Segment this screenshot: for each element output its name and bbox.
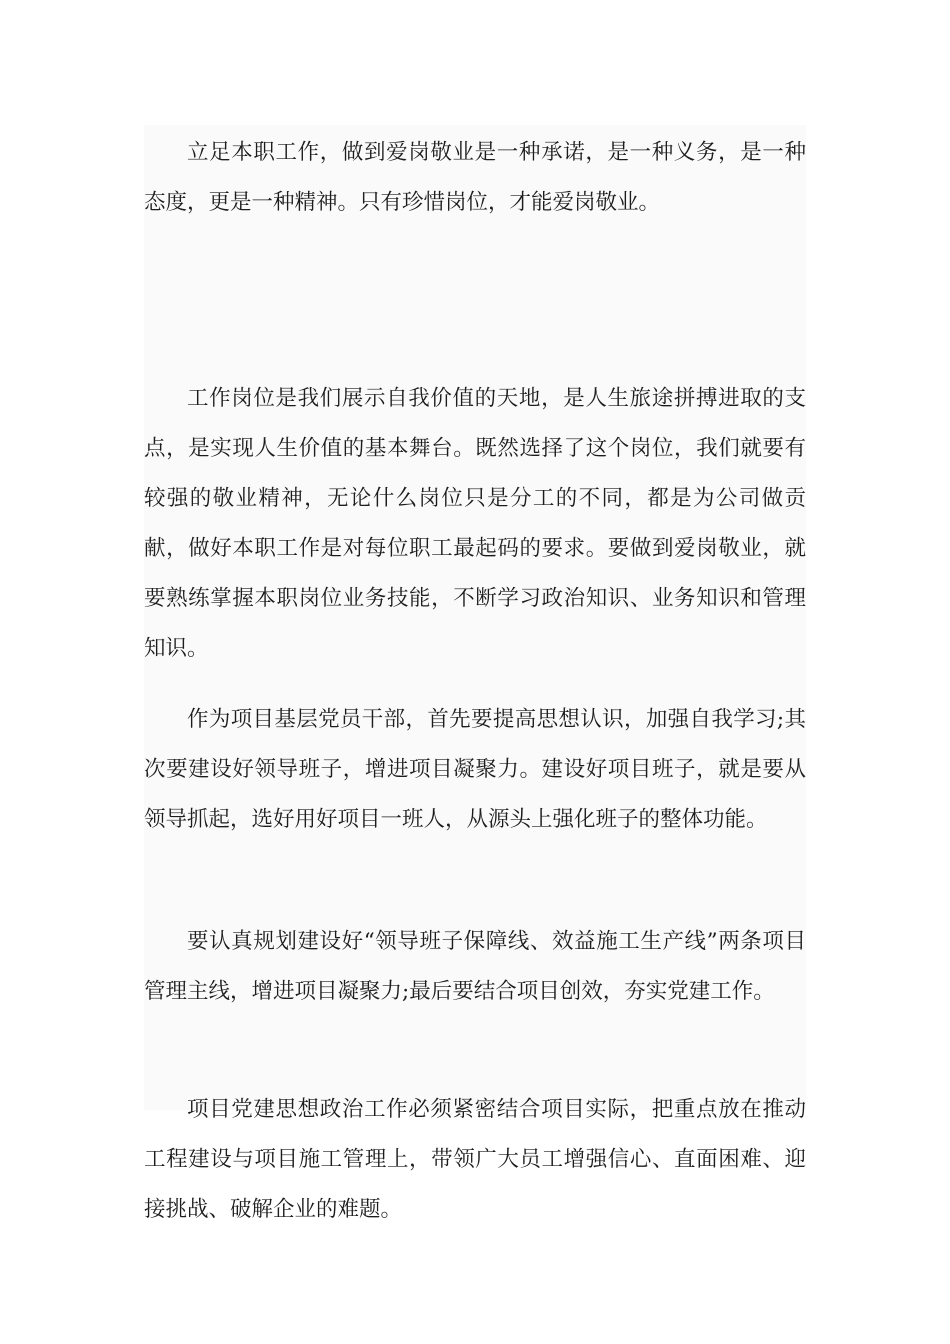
paragraph-1: 立足本职工作，做到爱岗敬业是一种承诺，是一种义务，是一种态度，更是一种精神。只有珍惜岗位，才能爱岗敬业。 bbox=[144, 140, 806, 215]
document-body bbox=[144, 125, 806, 1222]
paragraph-4: 要认真规划建设好“领导班子保障线、效益施工生产线”两条项目管理主线，增进项目凝聚力;最后要结合项目创效，夯实党建工作。 bbox=[144, 929, 806, 1004]
paragraph-3: 作为项目基层党员干部，首先要提高思想认识，加强自我学习;其次要建设好领导班子，增进项目凝聚力。建设好项目班子，就是要从领导抓起，选好用好项目一班人，从源头上强化班子的整体功能。 bbox=[144, 707, 806, 832]
paragraph-2: 工作岗位是我们展示自我价值的天地，是人生旅途拼搏进取的支点，是实现人生价值的基本舞台。既然选择了这个岗位，我们就要有较强的敬业精神，无论什么岗位只是分工的不同，都是为公司做贡献，做好本职工作是对每位职工最起码的要求。要做到爱岗敬业，就要熟练掌握本职岗位业务技能，不断学习政治知识、业务知识和管理知识。 bbox=[144, 386, 806, 661]
paragraph-5: 项目党建思想政治工作必须紧密结合项目实际，把重点放在推动工程建设与项目施工管理上，带领广大员工增强信心、直面困难、迎接挑战、破解企业的难题。 bbox=[144, 1097, 806, 1222]
